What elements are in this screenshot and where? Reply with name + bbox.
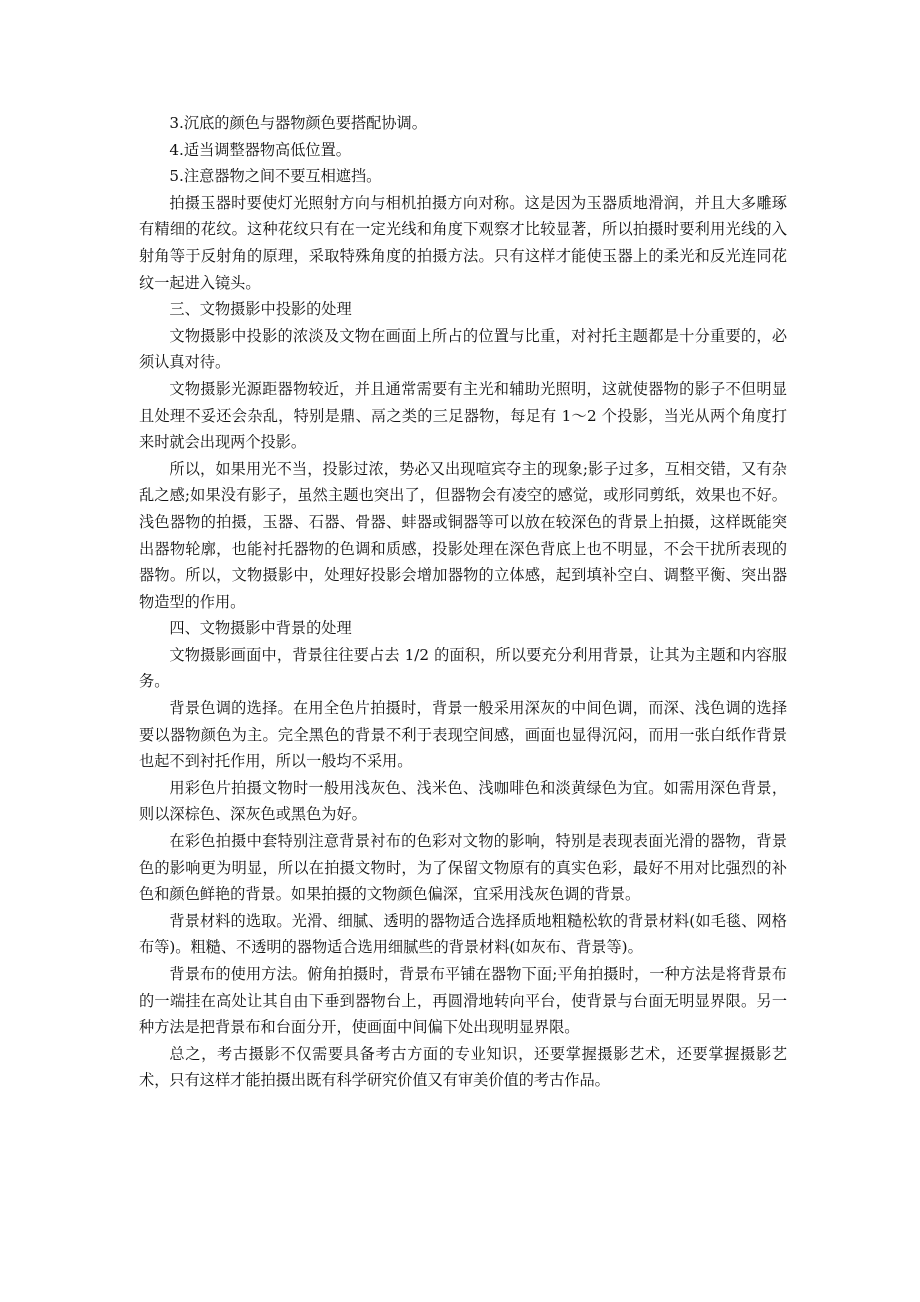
paragraph: 用彩色片拍摄文物时一般用浅灰色、浅米色、浅咖啡色和淡黄绿色为宜。如需用深色背景，则以深棕色、深灰色或黑色为好。	[139, 778, 787, 824]
paragraph-jade-lighting: 拍摄玉器时要使灯光照射方向与相机拍摄方向对称。这是因为玉器质地滑润，并且大多雕琢有精细的花纹。这种花纹只有在一定光线和角度下观察才比较显著，所以拍摄时要利用光线的入射角等于反射角的原理，采取特殊角度的拍摄方法。只有这样才能使玉器上的柔光和反光连同花纹一起进入镜头。	[139, 193, 787, 292]
paragraph: 所以，如果用光不当，投影过浓，势必又出现喧宾夺主的现象;影子过多，互相交错，又有杂乱之感;如果没有影子，虽然主题也突出了，但器物会有凌空的感觉，或形同剪纸，效果也不好。浅色器物的拍摄，玉器、石器、骨器、蚌器或铜器等可以放在较深色的背景上拍摄，这样既能突出器物轮廓，也能衬托器物的色调和质感，投影处理在深色背底上也不明显，不会干扰所表现的器物。所以，文物摄影中，处理好投影会增加器物的立体感，起到填补空白、调整平衡、突出器物造型的作用。	[139, 459, 787, 611]
section-heading-shadow: 三、文物摄影中投影的处理	[169, 300, 352, 319]
paragraph: 文物摄影画面中，背景往往要占去 1/2 的面积，所以要充分利用背景，让其为主题和内容服务。	[139, 645, 787, 691]
paragraph: 文物摄影光源距器物较近，并且通常需要有主光和辅助光照明，这就使器物的影子不但明显且处理不妥还会杂乱，特别是鼎、鬲之类的三足器物，每足有 1～2 个投影，当光从两个角度打来时就会出现两个投影。	[139, 379, 787, 452]
paragraph: 文物摄影中投影的浓淡及文物在画面上所占的位置与比重，对衬托主题都是十分重要的，必须认真对待。	[139, 326, 787, 372]
document-body	[139, 110, 787, 1094]
paragraph: 在彩色拍摄中套特别注意背景衬布的色彩对文物的影响，特别是表现表面光滑的器物，背景色的影响更为明显，所以在拍摄文物时，为了保留文物原有的真实色彩，最好不用对比强烈的补色和颜色鲜艳的背景。如果拍摄的文物颜色偏深，宜采用浅灰色调的背景。	[139, 832, 787, 904]
list-item: 5.注意器物之间不要互相遮挡。	[169, 167, 382, 186]
section-heading-background: 四、文物摄影中背景的处理	[169, 619, 352, 638]
list-item: 3.沉底的颜色与器物颜色要搭配协调。	[169, 114, 427, 132]
list-item: 4.适当调整器物高低位置。	[169, 140, 351, 159]
paragraph: 背景布的使用方法。俯角拍摄时，背景布平铺在器物下面;平角拍摄时，一种方法是将背景布的一端挂在高处让其自由下垂到器物台上，再圆滑地转向平台，使背景与台面无明显界限。另一种方法是把背景布和台面分开，使画面中间偏下处出现明显界限。	[139, 965, 787, 1037]
paragraph: 背景材料的选取。光滑、细腻、透明的器物适合选择质地粗糙松软的背景材料(如毛毯、网格布等)。粗糙、不透明的器物适合选用细腻些的背景材料(如灰布、背景等)。	[139, 911, 787, 957]
paragraph: 背景色调的选择。在用全色片拍摄时，背景一般采用深灰的中间色调，而深、浅色调的选择要以器物颜色为主。完全黑色的背景不利于表现空间感，画面也显得沉闷，而用一张白纸作背景也起不到衬托作用，所以一般均不采用。	[139, 699, 787, 771]
paragraph-conclusion: 总之，考古摄影不仅需要具备考古方面的专业知识，还要掌握摄影艺术，还要掌握摄影艺术，只有这样才能拍摄出既有科学研究价值又有审美价值的考古作品。	[139, 1044, 787, 1090]
